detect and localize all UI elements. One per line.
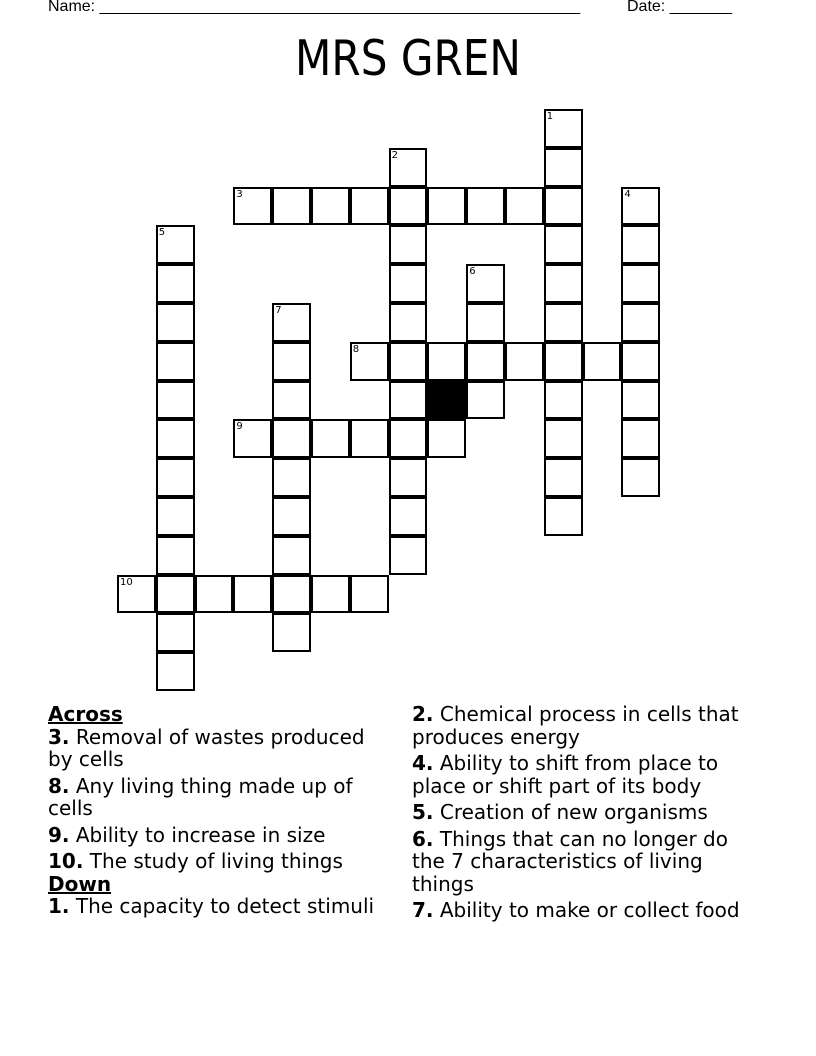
crossword-cell[interactable] <box>544 303 583 342</box>
crossword-cell[interactable] <box>156 536 195 575</box>
crossword-cell[interactable] <box>156 342 195 381</box>
clue-text: Chemical process in cells that produces energy <box>412 702 739 749</box>
crossword-cell[interactable] <box>156 458 195 497</box>
crossword-cell[interactable] <box>621 458 660 497</box>
clue-number-label: 3 <box>236 188 243 200</box>
crossword-cell[interactable] <box>505 187 544 226</box>
crossword-cell[interactable] <box>389 342 428 381</box>
clue-text: Ability to increase in size <box>75 822 326 847</box>
clue-number-label: 4 <box>624 188 631 200</box>
clue-text: Removal of wastes produced by cells <box>48 724 365 771</box>
crossword-cell[interactable] <box>195 575 234 614</box>
crossword-block-cell <box>427 381 466 420</box>
clues-column-right <box>412 703 757 926</box>
crossword-cell[interactable] <box>389 303 428 342</box>
clue-number-label: 8 <box>352 343 360 355</box>
clue-down-4 <box>412 752 757 797</box>
crossword-cell[interactable] <box>389 458 428 497</box>
crossword-cell[interactable] <box>389 264 428 303</box>
crossword-cell[interactable] <box>233 419 272 458</box>
crossword-cell[interactable] <box>272 536 311 575</box>
crossword-cell[interactable] <box>350 187 389 226</box>
clue-text: Things that can no longer do the 7 characteristics of living things <box>412 826 728 896</box>
crossword-cell[interactable] <box>544 264 583 303</box>
clue-text: Any living thing made up of cells <box>48 773 353 820</box>
clue-number: 3. <box>48 724 70 749</box>
crossword-cell[interactable] <box>311 187 350 226</box>
crossword-cell[interactable] <box>389 497 428 536</box>
clue-text: Creation of new organisms <box>439 800 708 824</box>
crossword-cell[interactable] <box>311 575 350 614</box>
crossword-cell[interactable] <box>156 225 195 264</box>
clue-across-3 <box>48 726 393 771</box>
clue-number: 5. <box>412 800 434 824</box>
clue-number: 7. <box>412 898 434 922</box>
crossword-cell[interactable] <box>272 381 311 420</box>
crossword-cell[interactable] <box>233 575 272 614</box>
crossword-cell[interactable] <box>544 381 583 420</box>
clue-text: Ability to make or collect food <box>439 898 740 922</box>
crossword-cell[interactable] <box>272 419 311 458</box>
crossword-cell[interactable] <box>466 264 505 303</box>
across-heading: Across <box>48 702 123 726</box>
crossword-cell[interactable] <box>544 497 583 536</box>
crossword-cell[interactable] <box>233 187 272 226</box>
crossword-cell[interactable] <box>427 419 466 458</box>
crossword-cell[interactable] <box>544 458 583 497</box>
crossword-cell[interactable] <box>311 419 350 458</box>
clue-down-2 <box>412 703 757 748</box>
clue-down-7 <box>412 899 757 922</box>
clue-text: The capacity to detect stimuli <box>75 894 375 918</box>
clue-down-1 <box>48 895 393 918</box>
crossword-cell[interactable] <box>621 419 660 458</box>
crossword-cell[interactable] <box>156 613 195 652</box>
crossword-cell[interactable] <box>621 187 660 226</box>
clue-number: 2. <box>412 702 434 726</box>
crossword-cell[interactable] <box>156 303 195 342</box>
crossword-cell[interactable] <box>350 419 389 458</box>
down-heading: Down <box>48 871 112 896</box>
crossword-cell[interactable] <box>544 225 583 264</box>
crossword-cell[interactable] <box>272 613 311 652</box>
crossword-cell[interactable] <box>350 575 389 614</box>
crossword-cell[interactable] <box>389 381 428 420</box>
clue-number-label: 10 <box>120 576 133 588</box>
crossword-cell[interactable] <box>272 575 311 614</box>
crossword-cell[interactable] <box>466 342 505 381</box>
clue-number-label: 7 <box>275 305 282 316</box>
crossword-cell[interactable] <box>350 342 389 381</box>
clue-number: 8. <box>48 773 70 798</box>
clue-number: 4. <box>412 751 434 775</box>
crossword-cell[interactable] <box>117 575 156 614</box>
crossword-cell[interactable] <box>621 303 660 342</box>
crossword-cell[interactable] <box>272 458 311 497</box>
clue-across-8 <box>48 775 393 820</box>
clue-number: 10. <box>48 849 84 873</box>
clue-text: Ability to shift from place to place or shift part of its body <box>412 751 719 798</box>
crossword-cell[interactable] <box>544 187 583 226</box>
crossword-cell[interactable] <box>621 264 660 303</box>
crossword-cell[interactable] <box>156 381 195 420</box>
crossword-cell[interactable] <box>156 419 195 458</box>
crossword-cell[interactable] <box>466 187 505 226</box>
crossword-cell[interactable] <box>544 148 583 187</box>
crossword-cell[interactable] <box>272 303 311 342</box>
crossword-cell[interactable] <box>427 342 466 381</box>
crossword-cell[interactable] <box>389 419 428 458</box>
clue-across-10 <box>48 850 393 873</box>
crossword-cell[interactable] <box>544 342 583 381</box>
crossword-cell[interactable] <box>466 303 505 342</box>
clues-column-left <box>48 703 393 922</box>
crossword-cell[interactable] <box>505 342 544 381</box>
crossword-cell[interactable] <box>389 187 428 226</box>
crossword-cell[interactable] <box>156 264 195 303</box>
crossword-cell[interactable] <box>583 342 622 381</box>
crossword-cell[interactable] <box>272 342 311 381</box>
clue-number-label: 9 <box>236 421 243 433</box>
clue-number-label: 5 <box>158 227 166 239</box>
crossword-cell[interactable] <box>156 652 195 691</box>
crossword-cell[interactable] <box>389 536 428 575</box>
page-title: MRS GREN <box>295 30 521 87</box>
crossword-cell[interactable] <box>272 497 311 536</box>
crossword-cell[interactable] <box>156 575 195 614</box>
clue-number-label: 6 <box>469 266 476 278</box>
crossword-cell[interactable] <box>621 342 660 381</box>
clue-down-6 <box>412 828 757 896</box>
crossword-cell[interactable] <box>621 225 660 264</box>
clue-text: The study of living things <box>89 849 343 873</box>
crossword-cell[interactable] <box>389 225 428 264</box>
clue-number: 9. <box>48 822 70 847</box>
crossword-cell[interactable] <box>427 187 466 226</box>
clue-number: 1. <box>48 894 70 918</box>
crossword-cell[interactable] <box>156 497 195 536</box>
date-field-label: Date: _______ <box>627 0 732 15</box>
clue-across-9 <box>48 824 393 847</box>
crossword-cell[interactable] <box>544 109 583 148</box>
clue-number-label: 2 <box>391 149 398 161</box>
clue-down-5 <box>412 801 757 824</box>
clue-number: 6. <box>412 826 434 851</box>
name-field-label: Name: ______________________________________________________ <box>48 0 581 15</box>
crossword-cell[interactable] <box>466 381 505 420</box>
crossword-cell[interactable] <box>272 187 311 226</box>
crossword-cell[interactable] <box>621 381 660 420</box>
crossword-cell[interactable] <box>544 419 583 458</box>
crossword-cell[interactable] <box>389 148 428 187</box>
clue-number-label: 1 <box>546 111 554 122</box>
